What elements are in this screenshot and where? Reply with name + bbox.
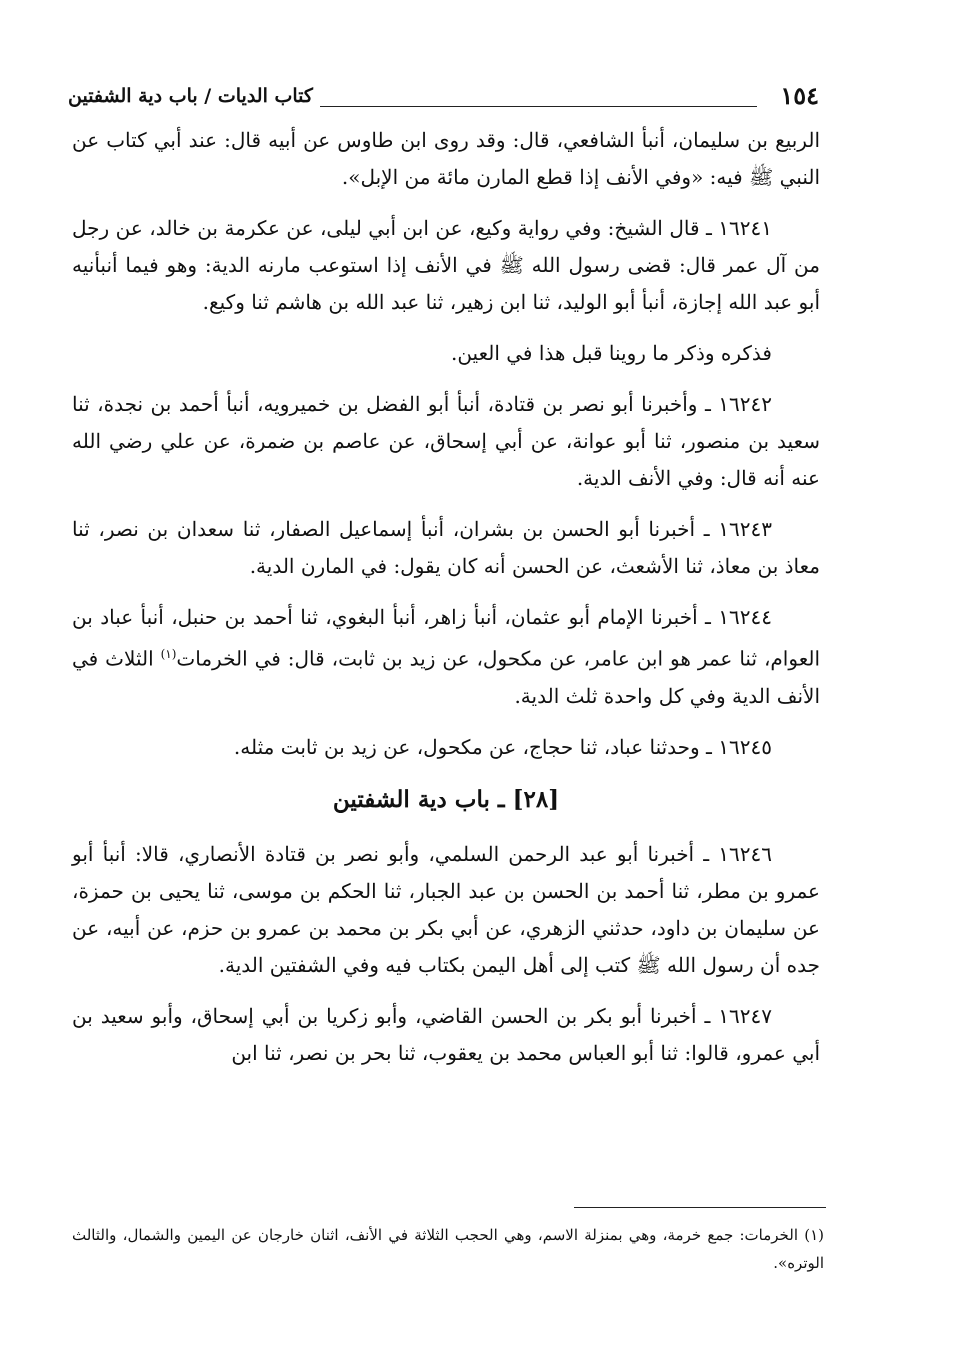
paragraph-note: فذكره وذكر ما روينا قبل هذا في العين. [450,341,772,365]
page-number: ١٥٤ [780,81,819,110]
hadith-16244 [72,599,820,715]
running-title: كتاب الديات / باب دية الشفتين [68,85,313,107]
footnote-rule [574,1207,826,1208]
hadith-16244-text: ١٦٢٤٤ ـ أخبرنا الإمام أبو عثمان، أنبأ زاهر، أنبأ البغوي، ثنا أحمد بن حنبل، أنبأ عباد بن العوام، ثنا عمر هو ابن عامر، عن مكحول، عن زيد بن ثابت، قال: في الخرمات [72,605,820,671]
paragraph-continuation: الربيع بن سليمان، أنبأ الشافعي، قال: وقد روى ابن طاوس عن أبيه قال: عند أبي كتاب عن النبي ﷺ فيه: «وفي الأنف إذا قطع المارن مائة من الإبل». [72,128,820,189]
main-text [72,122,820,1086]
section-heading: [٢٨] ـ باب دية الشفتين [332,785,560,813]
hadith-16247: ١٦٢٤٧ ـ أخبرنا أبو بكر بن الحسن القاضي، وأبو زكريا بن أبي إسحاق، وأبو سعيد بن أبي عمرو، قالوا: ثنا أبو العباس محمد بن يعقوب، ثنا بحر بن نصر، ثنا ابن [72,1003,820,1065]
hadith-16241: ١٦٢٤١ ـ قال الشيخ: وفي رواية وكيع، عن ابن أبي ليلى، عن عكرمة بن خالد، عن رجل من آل عمر قال: قضى رسول الله ﷺ في الأنف إذا استوعب مارنه الدية: وهو فيما أنبأنيه أبو عبد الله إجازة، أنبأ أبو الوليد، ثنا ابن زهير، ثنا عبد الله بن هاشم ثنا وكيع. [72,216,820,314]
hadith-16243: ١٦٢٤٣ ـ أخبرنا أبو الحسن بن بشران، أنبأ إسماعيل الصفار، ثنا سعدان بن نصر، ثنا معاذ بن معاذ، ثنا الأشعث، عن الحسن أنه كان يقول: في المارن الدية. [72,517,820,578]
footnote: (١) الخرمات: جمع خرمة، وهي بمنزلة الاسم، وهي الحجب الثلاثة في الأنف، اثنان خارجان عن اليمين والشمال، والثالث الوتره». [72,1226,824,1272]
header-rule [320,106,757,107]
hadith-16242: ١٦٢٤٢ ـ وأخبرنا أبو نصر بن قتادة، أنبأ أبو الفضل بن خميرويه، أنبأ أحمد بن نجدة، ثنا سعيد بن منصور، ثنا أبو عوانة، عن أبي إسحاق، عن عاصم بن ضمرة، عن علي رضي الله عنه أنه قال: وفي الأنف الدية. [72,392,820,490]
footnote-marker[interactable]: (١) [160,647,177,661]
page-header [68,80,819,116]
hadith-16246: ١٦٢٤٦ ـ أخبرنا أبو عبد الرحمن السلمي، وأبو نصر بن قتادة الأنصاري، قالا: أنبأ أبو عمرو بن مطر، ثنا أحمد بن الحسن بن عبد الجبار، ثنا الحكم بن موسى، ثنا يحيى بن حمزة، عن سليمان بن داود، حدثني الزهري، عن أبي بكر بن محمد بن عمرو بن حزم، عن أبيه، عن جده أن رسول الله ﷺ كتب إلى أهل اليمن بكتاب فيه وفي الشفتين الدية. [72,841,820,977]
hadith-16244-text-end: الثلاث في الأنف الدية وفي كل واحدة ثلث الدية. [72,646,820,708]
hadith-16245: ١٦٢٤٥ ـ وحدثنا عباد، ثنا حجاج، عن مكحول، عن زيد بن ثابت مثله. [233,734,772,759]
